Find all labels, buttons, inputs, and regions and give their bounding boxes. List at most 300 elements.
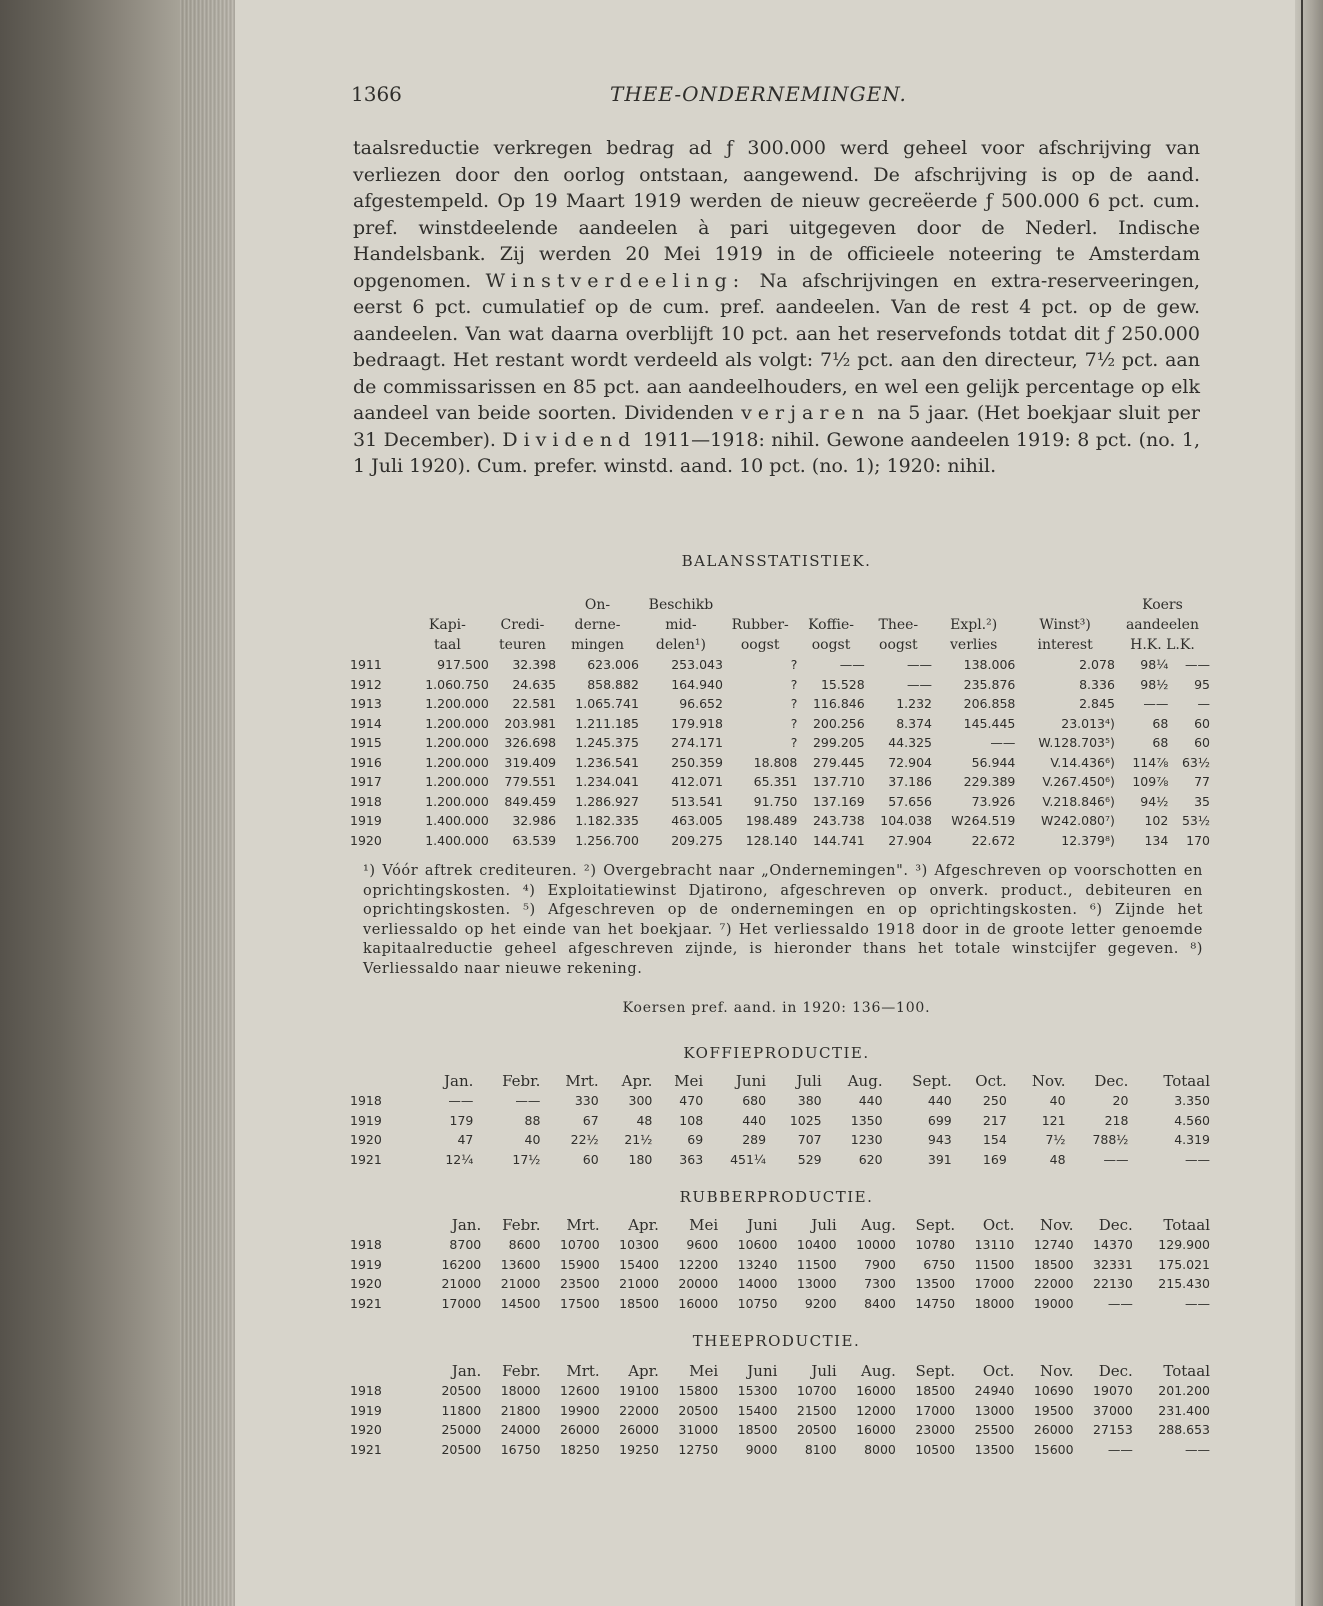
table-cell: 22.672: [971, 832, 1016, 848]
table-cell: 37000: [1093, 1402, 1133, 1418]
balans-header-cell: [350, 615, 406, 635]
table-cell: 88: [524, 1112, 541, 1128]
month-header: Totaal: [1163, 1071, 1210, 1090]
table-cell: 12600: [559, 1383, 600, 1399]
table-cell: 91.750: [753, 793, 798, 809]
table-cell: 10690: [1033, 1383, 1074, 1399]
table-cell: 13600: [500, 1256, 541, 1272]
table-cell: 289: [742, 1132, 767, 1148]
table-cell: 19000: [1033, 1295, 1074, 1311]
table-cell: 11500: [796, 1256, 837, 1272]
table-cell: 1919: [350, 1112, 382, 1128]
table-cell: 8.374: [896, 715, 932, 731]
balans-header-cell: [350, 635, 406, 655]
table-cell: ——: [1185, 657, 1210, 673]
table-cell: 20500: [678, 1402, 719, 1418]
table-row: [350, 675, 1210, 695]
table-cell: ?: [790, 696, 798, 712]
table-cell: 14370: [1093, 1237, 1133, 1253]
table-cell: ——: [906, 676, 932, 692]
table-cell: 279.445: [812, 754, 865, 770]
table-cell: 326.698: [504, 735, 557, 751]
table-cell: 109⅞: [1132, 774, 1169, 790]
table-cell: 145.445: [963, 715, 1016, 731]
table-cell: ——: [1185, 1151, 1210, 1167]
table-cell: 1918: [350, 1383, 382, 1399]
table-cell: 243.738: [812, 813, 865, 829]
month-header: Nov.: [1031, 1071, 1066, 1090]
table-cell: 19100: [619, 1383, 659, 1399]
table-cell: 1916: [350, 754, 382, 770]
table-cell: 391: [927, 1151, 952, 1167]
table-cell: 18000: [974, 1295, 1015, 1311]
balans-header-cell: Thee-: [878, 617, 919, 633]
table-cell: 412.071: [671, 774, 723, 790]
table-cell: 529: [797, 1151, 822, 1167]
month-header: Mrt.: [566, 1361, 600, 1380]
table-row: [350, 1274, 1210, 1294]
table-row: [350, 1401, 1210, 1421]
table-cell: 31000: [678, 1422, 719, 1438]
table-cell: 16750: [500, 1441, 541, 1457]
table-cell: 1919: [350, 1256, 382, 1272]
balans-header-cell: [723, 595, 797, 615]
table-row: [350, 1420, 1210, 1440]
table-cell: 94½: [1140, 793, 1169, 809]
table-cell: 620: [858, 1151, 883, 1167]
balans-header-cell: Expl.²): [950, 617, 998, 633]
table-cell: 206.858: [963, 696, 1016, 712]
table-cell: 917.500: [437, 657, 489, 673]
balans-header-cell: [406, 595, 489, 615]
table-cell: 53½: [1181, 813, 1210, 829]
table-cell: 1.400.000: [425, 813, 489, 829]
balans-header-cell: Credi-: [500, 617, 545, 633]
balans-header-cell: [865, 595, 932, 615]
table-cell: 15600: [1033, 1441, 1074, 1457]
table-row: [350, 694, 1210, 714]
table-cell: 40: [524, 1132, 541, 1148]
table-cell: 102: [1144, 813, 1169, 829]
month-header: Aug.: [847, 1071, 883, 1090]
table-cell: 69: [687, 1132, 704, 1148]
month-header: Mei: [674, 1071, 704, 1090]
table-cell: 20000: [678, 1276, 719, 1292]
table-cell: 1920: [350, 1276, 382, 1292]
table-cell: 1919: [350, 813, 382, 829]
table-cell: ——: [448, 1093, 474, 1109]
koffie-header-row: [350, 1070, 1210, 1091]
balans-header-cell: Winst³): [1039, 617, 1091, 633]
table-cell: 21½: [624, 1132, 653, 1148]
table-cell: 10750: [737, 1295, 778, 1311]
table-cell: 19900: [559, 1402, 600, 1418]
table-cell: 470: [679, 1093, 704, 1109]
table-cell: 13500: [974, 1441, 1015, 1457]
table-cell: 2.845: [1079, 696, 1115, 712]
table-cell: 858.882: [587, 676, 639, 692]
table-cell: 3.350: [1174, 1093, 1210, 1109]
body-text-3: na 5 jaar. (Het boekjaar sluit per 31 December).: [353, 402, 1201, 451]
table-cell: 47: [457, 1132, 474, 1148]
balans-header-cell: [1015, 595, 1115, 615]
table-cell: 104.038: [880, 813, 932, 829]
table-cell: 8.336: [1079, 676, 1115, 692]
table-cell: 21800: [500, 1402, 541, 1418]
table-cell: 1.200.000: [425, 754, 489, 770]
table-cell: 440: [858, 1093, 883, 1109]
keyword-dividend: Dividend: [502, 428, 637, 451]
table-row: [350, 1235, 1210, 1255]
table-cell: V.218.846⁶): [1042, 793, 1115, 809]
table-row: [350, 655, 1210, 675]
table-cell: 201.200: [1158, 1383, 1210, 1399]
table-cell: 288.653: [1158, 1422, 1210, 1438]
balans-header-cell: Koffie-: [808, 617, 855, 633]
table-cell: 8100: [804, 1441, 837, 1457]
balans-header-cell: On-: [584, 597, 611, 613]
table-cell: 24940: [974, 1383, 1015, 1399]
table-cell: 144.741: [812, 832, 865, 848]
table-cell: 67: [582, 1112, 599, 1128]
table-cell: 1920: [350, 1132, 382, 1148]
table-cell: 129.900: [1158, 1237, 1210, 1253]
table-cell: 180: [628, 1151, 653, 1167]
table-cell: 134: [1144, 832, 1169, 848]
month-header: Jan.: [451, 1215, 482, 1234]
table-cell: 1918: [350, 1093, 382, 1109]
table-cell: 380: [797, 1093, 822, 1109]
table-row: [350, 831, 1210, 851]
table-cell: 18500: [1033, 1256, 1074, 1272]
table-cell: 26000: [619, 1422, 659, 1438]
table-row: [350, 1091, 1210, 1111]
balans-header-row: [350, 595, 1210, 615]
balans-header-cell: [350, 595, 406, 615]
month-header: Mrt.: [566, 1215, 600, 1234]
month-header: Juni: [747, 1215, 778, 1234]
table-cell: 463.005: [671, 813, 723, 829]
table-cell: 18500: [915, 1383, 956, 1399]
table-cell: 10000: [856, 1237, 896, 1253]
table-cell: 23500: [559, 1276, 600, 1292]
table-cell: 274.171: [671, 735, 723, 751]
table-cell: 788½: [1092, 1132, 1129, 1148]
table-cell: 22000: [619, 1402, 659, 1418]
table-cell: 56.944: [971, 754, 1016, 770]
month-header: Dec.: [1098, 1215, 1133, 1234]
table-cell: 72.904: [888, 754, 932, 770]
balans-header-cell: taal: [434, 637, 461, 653]
table-cell: 138.006: [963, 657, 1016, 673]
table-row: [350, 1111, 1210, 1131]
month-header: Totaal: [1163, 1361, 1210, 1380]
keyword-winstverdeeling: Winstverdeeling:: [485, 269, 746, 292]
table-cell: 1911: [350, 657, 382, 673]
table-cell: V.267.450⁶): [1042, 774, 1115, 790]
table-cell: 1915: [350, 735, 382, 751]
table-cell: —: [1197, 696, 1210, 712]
table-cell: 48: [1049, 1151, 1066, 1167]
body-text-4: 1911—1918: nihil. Gewone aandeelen 1919: 8 pct. (no. 1, 1 Juli 1920). Cum. prefer. winstd. aand. 10 pct. (no. 1); 1920: nihil.: [353, 428, 1200, 477]
table-cell: 96.652: [679, 696, 723, 712]
table-row: [350, 1294, 1210, 1314]
rubber-header-row: [350, 1214, 1210, 1235]
table-cell: 319.409: [504, 754, 557, 770]
table-cell: 943: [927, 1132, 952, 1148]
table-cell: 14750: [915, 1295, 956, 1311]
table-cell: 154: [982, 1132, 1007, 1148]
balans-header-cell: oogst: [879, 637, 918, 653]
table-cell: 22000: [1033, 1276, 1074, 1292]
table-cell: 25000: [441, 1422, 482, 1438]
table-cell: 1.245.375: [575, 735, 639, 751]
table-cell: 15400: [737, 1402, 778, 1418]
table-row: [350, 1440, 1210, 1460]
table-cell: 18500: [737, 1422, 778, 1438]
table-cell: 8600: [508, 1237, 541, 1253]
table-cell: 128.140: [745, 832, 798, 848]
table-cell: 179.918: [671, 715, 723, 731]
running-title: THEE-ONDERNEMINGEN.: [610, 82, 907, 106]
table-cell: 1921: [350, 1441, 382, 1457]
table-cell: 175.021: [1158, 1256, 1210, 1272]
table-row: [350, 1255, 1210, 1275]
table-cell: 18.808: [753, 754, 798, 770]
koersen-line: Koersen pref. aand. in 1920: 136—100.: [622, 1000, 931, 1016]
table-cell: ——: [1185, 1295, 1210, 1311]
table-cell: 12.379⁸): [1061, 832, 1115, 848]
month-header: Juni: [735, 1071, 767, 1090]
table-cell: 17500: [559, 1295, 600, 1311]
table-cell: 21000: [500, 1276, 541, 1292]
table-cell: 198.489: [745, 813, 798, 829]
table-cell: V.14.436⁶): [1050, 754, 1115, 770]
table-cell: 250: [982, 1093, 1007, 1109]
balans-header-cell: interest: [1037, 637, 1093, 653]
table-cell: 300: [628, 1093, 653, 1109]
month-header: Jan.: [451, 1361, 482, 1380]
table-cell: 1025: [789, 1112, 822, 1128]
balans-header-cell: Kapi-: [428, 617, 466, 633]
table-cell: ——: [1103, 1151, 1129, 1167]
table-cell: W.128.703⁵): [1038, 735, 1115, 751]
table-cell: 10600: [737, 1237, 778, 1253]
table-cell: 116.846: [812, 696, 865, 712]
table-cell: 1.286.927: [575, 793, 639, 809]
table-cell: 1920: [350, 1422, 382, 1438]
month-header: Oct.: [975, 1071, 1007, 1090]
header-spacer: [350, 1070, 422, 1091]
table-cell: 8400: [864, 1295, 896, 1311]
table-cell: 1.065.741: [575, 696, 639, 712]
body-text-1: taalsreductie verkregen bedrag ad ƒ 300.000 werd geheel voor afschrijving van verliezen door den oorlog ontstaan, aangewend. De afschrijving is op de aand. afgestempeld. Op 19 Maart 1919 werden de nieuw gecreëerde ƒ 500.000 6 pct. cum. pref. winstdeelende aandeelen à pari uitgegeven door de Nederl. Indische Handelsbank. Zij werden 20 Mei 1919 in de officieele noteering te Amsterdam opgenomen.: [353, 137, 1200, 292]
month-header: Sept.: [912, 1071, 952, 1090]
thee-title: THEEPRODUCTIE.: [692, 1332, 861, 1350]
balans-header-row: [350, 635, 1210, 655]
table-cell: 299.205: [812, 735, 865, 751]
table-cell: 363: [679, 1151, 704, 1167]
balans-header-cell: [489, 595, 556, 615]
table-cell: 9600: [686, 1237, 719, 1253]
month-header: Dec.: [1094, 1071, 1129, 1090]
table-cell: 32331: [1093, 1256, 1133, 1272]
table-cell: 68: [1152, 715, 1169, 731]
month-header: Juli: [811, 1215, 837, 1234]
table-cell: 10400: [796, 1237, 837, 1253]
page-edges: [180, 0, 235, 1606]
table-cell: 8000: [864, 1441, 896, 1457]
table-cell: 19500: [1033, 1402, 1074, 1418]
balans-header-row: [350, 615, 1210, 635]
table-cell: 513.541: [671, 793, 723, 809]
table-cell: 10700: [559, 1237, 600, 1253]
table-cell: 18000: [500, 1383, 541, 1399]
month-header: Oct.: [982, 1215, 1015, 1234]
table-cell: 680: [742, 1093, 767, 1109]
table-cell: W242.080⁷): [1040, 813, 1115, 829]
body-text-2: Na afschrijvingen en extra-reserveeringen, eerst 6 pct. cumulatief op de cum. pref. aandeelen. Van de rest 4 pct. op de gew. aandeelen. Van wat daarna overblijft 10 pct. aan het reservefonds totdat dit ƒ 250.000 bedraagt. Het restant wordt verdeeld als volgt: 7½ pct. aan den directeur, 7½ pct. aan de commissarissen en 85 pct. aan aandeelhouders, en wel een gelijk percentage op elk aandeel van beide soorten. Dividenden: [353, 269, 1201, 424]
month-header: Febr.: [502, 1361, 541, 1380]
table-cell: 13000: [796, 1276, 837, 1292]
table-cell: 1.400.000: [425, 832, 489, 848]
balans-header-cell: Koers: [1142, 597, 1183, 613]
table-cell: 707: [797, 1132, 822, 1148]
table-cell: 18500: [619, 1295, 659, 1311]
table-cell: 23000: [915, 1422, 956, 1438]
table-cell: ?: [790, 735, 798, 751]
table-cell: 1917: [350, 774, 382, 790]
table-cell: 20500: [441, 1383, 482, 1399]
table-cell: 35: [1194, 793, 1210, 809]
table-cell: 1.211.185: [575, 715, 639, 731]
table-cell: 250.359: [671, 754, 723, 770]
table-cell: 68: [1152, 735, 1169, 751]
table-cell: 108: [679, 1112, 704, 1128]
table-cell: 98¼: [1140, 657, 1169, 673]
table-cell: 32.398: [512, 657, 557, 673]
table-cell: 121: [1041, 1112, 1066, 1128]
table-cell: 209.275: [671, 832, 723, 848]
table-cell: 1.200.000: [425, 774, 489, 790]
table-cell: 7300: [864, 1276, 896, 1292]
table-cell: 12000: [856, 1402, 896, 1418]
table-cell: 440: [742, 1112, 767, 1128]
table-cell: 1.200.000: [425, 715, 489, 731]
table-cell: ——: [1185, 1441, 1210, 1457]
table-cell: 137.710: [812, 774, 865, 790]
table-cell: 169: [982, 1151, 1007, 1167]
month-header: Totaal: [1163, 1215, 1210, 1234]
table-cell: 12200: [678, 1256, 719, 1272]
table-cell: 24.635: [512, 676, 557, 692]
table-cell: 15.528: [820, 676, 865, 692]
month-header: Nov.: [1039, 1215, 1074, 1234]
header-spacer: [350, 1214, 422, 1235]
table-cell: 9200: [804, 1295, 837, 1311]
table-cell: 13110: [974, 1237, 1015, 1253]
table-cell: 2.078: [1079, 657, 1115, 673]
table-cell: 63½: [1181, 754, 1210, 770]
balans-header-cell: derne-: [574, 617, 621, 633]
footnotes: [363, 862, 1203, 979]
month-header: Mei: [689, 1361, 719, 1380]
table-cell: 22½: [570, 1132, 599, 1148]
table-cell: 1921: [350, 1151, 382, 1167]
table-cell: ?: [790, 676, 798, 692]
month-header: Jan.: [443, 1071, 474, 1090]
table-cell: 330: [574, 1093, 599, 1109]
table-cell: 24000: [500, 1422, 541, 1438]
table-row: [350, 772, 1210, 792]
balans-header-cell: H.K. L.K.: [1130, 637, 1195, 653]
balans-header-cell: teuren: [499, 637, 546, 653]
thee-header-row: [350, 1360, 1210, 1381]
table-cell: 77: [1194, 774, 1210, 790]
table-cell: 1921: [350, 1295, 382, 1311]
table-cell: 19250: [619, 1441, 659, 1457]
table-cell: 1.060.750: [425, 676, 489, 692]
koffie-title: KOFFIEPRODUCTIE.: [683, 1044, 870, 1062]
table-cell: 16200: [441, 1256, 482, 1272]
table-cell: 17½: [512, 1151, 541, 1167]
table-cell: 13240: [737, 1256, 778, 1272]
right-page-edge: [1295, 0, 1323, 1606]
table-row: [350, 792, 1210, 812]
table-cell: 40: [1049, 1093, 1066, 1109]
table-cell: ——: [906, 657, 932, 673]
table-cell: 7½: [1045, 1132, 1066, 1148]
table-row: [350, 753, 1210, 773]
month-header: Sept.: [915, 1215, 956, 1234]
rubber-title: RUBBERPRODUCTIE.: [679, 1188, 874, 1206]
balans-header-cell: aandeelen: [1125, 617, 1199, 633]
table-cell: 1.200.000: [425, 735, 489, 751]
table-cell: 19070: [1093, 1383, 1133, 1399]
table-cell: 179: [449, 1112, 474, 1128]
table-cell: 10500: [915, 1441, 956, 1457]
koffie-table: [350, 1070, 1210, 1169]
table-cell: 253.043: [671, 657, 723, 673]
table-cell: 27.904: [888, 832, 932, 848]
table-cell: 21500: [796, 1402, 837, 1418]
table-cell: 63.539: [512, 832, 557, 848]
table-cell: 44.325: [888, 735, 932, 751]
table-cell: ——: [1143, 696, 1169, 712]
month-header: Sept.: [915, 1361, 956, 1380]
month-header: Aug.: [861, 1361, 896, 1380]
month-header: Oct.: [982, 1361, 1015, 1380]
month-header: Juli: [811, 1361, 837, 1380]
table-cell: 1.200.000: [425, 696, 489, 712]
month-header: Febr.: [502, 1215, 541, 1234]
table-cell: 60: [1194, 735, 1210, 751]
table-cell: 1920: [350, 832, 382, 848]
table-cell: 164.940: [671, 676, 723, 692]
table-cell: 17000: [441, 1295, 482, 1311]
table-cell: 15800: [678, 1383, 719, 1399]
table-cell: 1918: [350, 793, 382, 809]
month-header: Juli: [796, 1071, 822, 1090]
month-header: Mei: [689, 1215, 719, 1234]
table-cell: 4.319: [1174, 1132, 1210, 1148]
table-cell: 623.006: [587, 657, 639, 673]
balans-header-cell: verlies: [950, 637, 998, 653]
table-cell: 60: [1194, 715, 1210, 731]
table-row: [350, 1150, 1210, 1170]
table-cell: 137.169: [812, 793, 865, 809]
month-header: Apr.: [628, 1215, 659, 1234]
